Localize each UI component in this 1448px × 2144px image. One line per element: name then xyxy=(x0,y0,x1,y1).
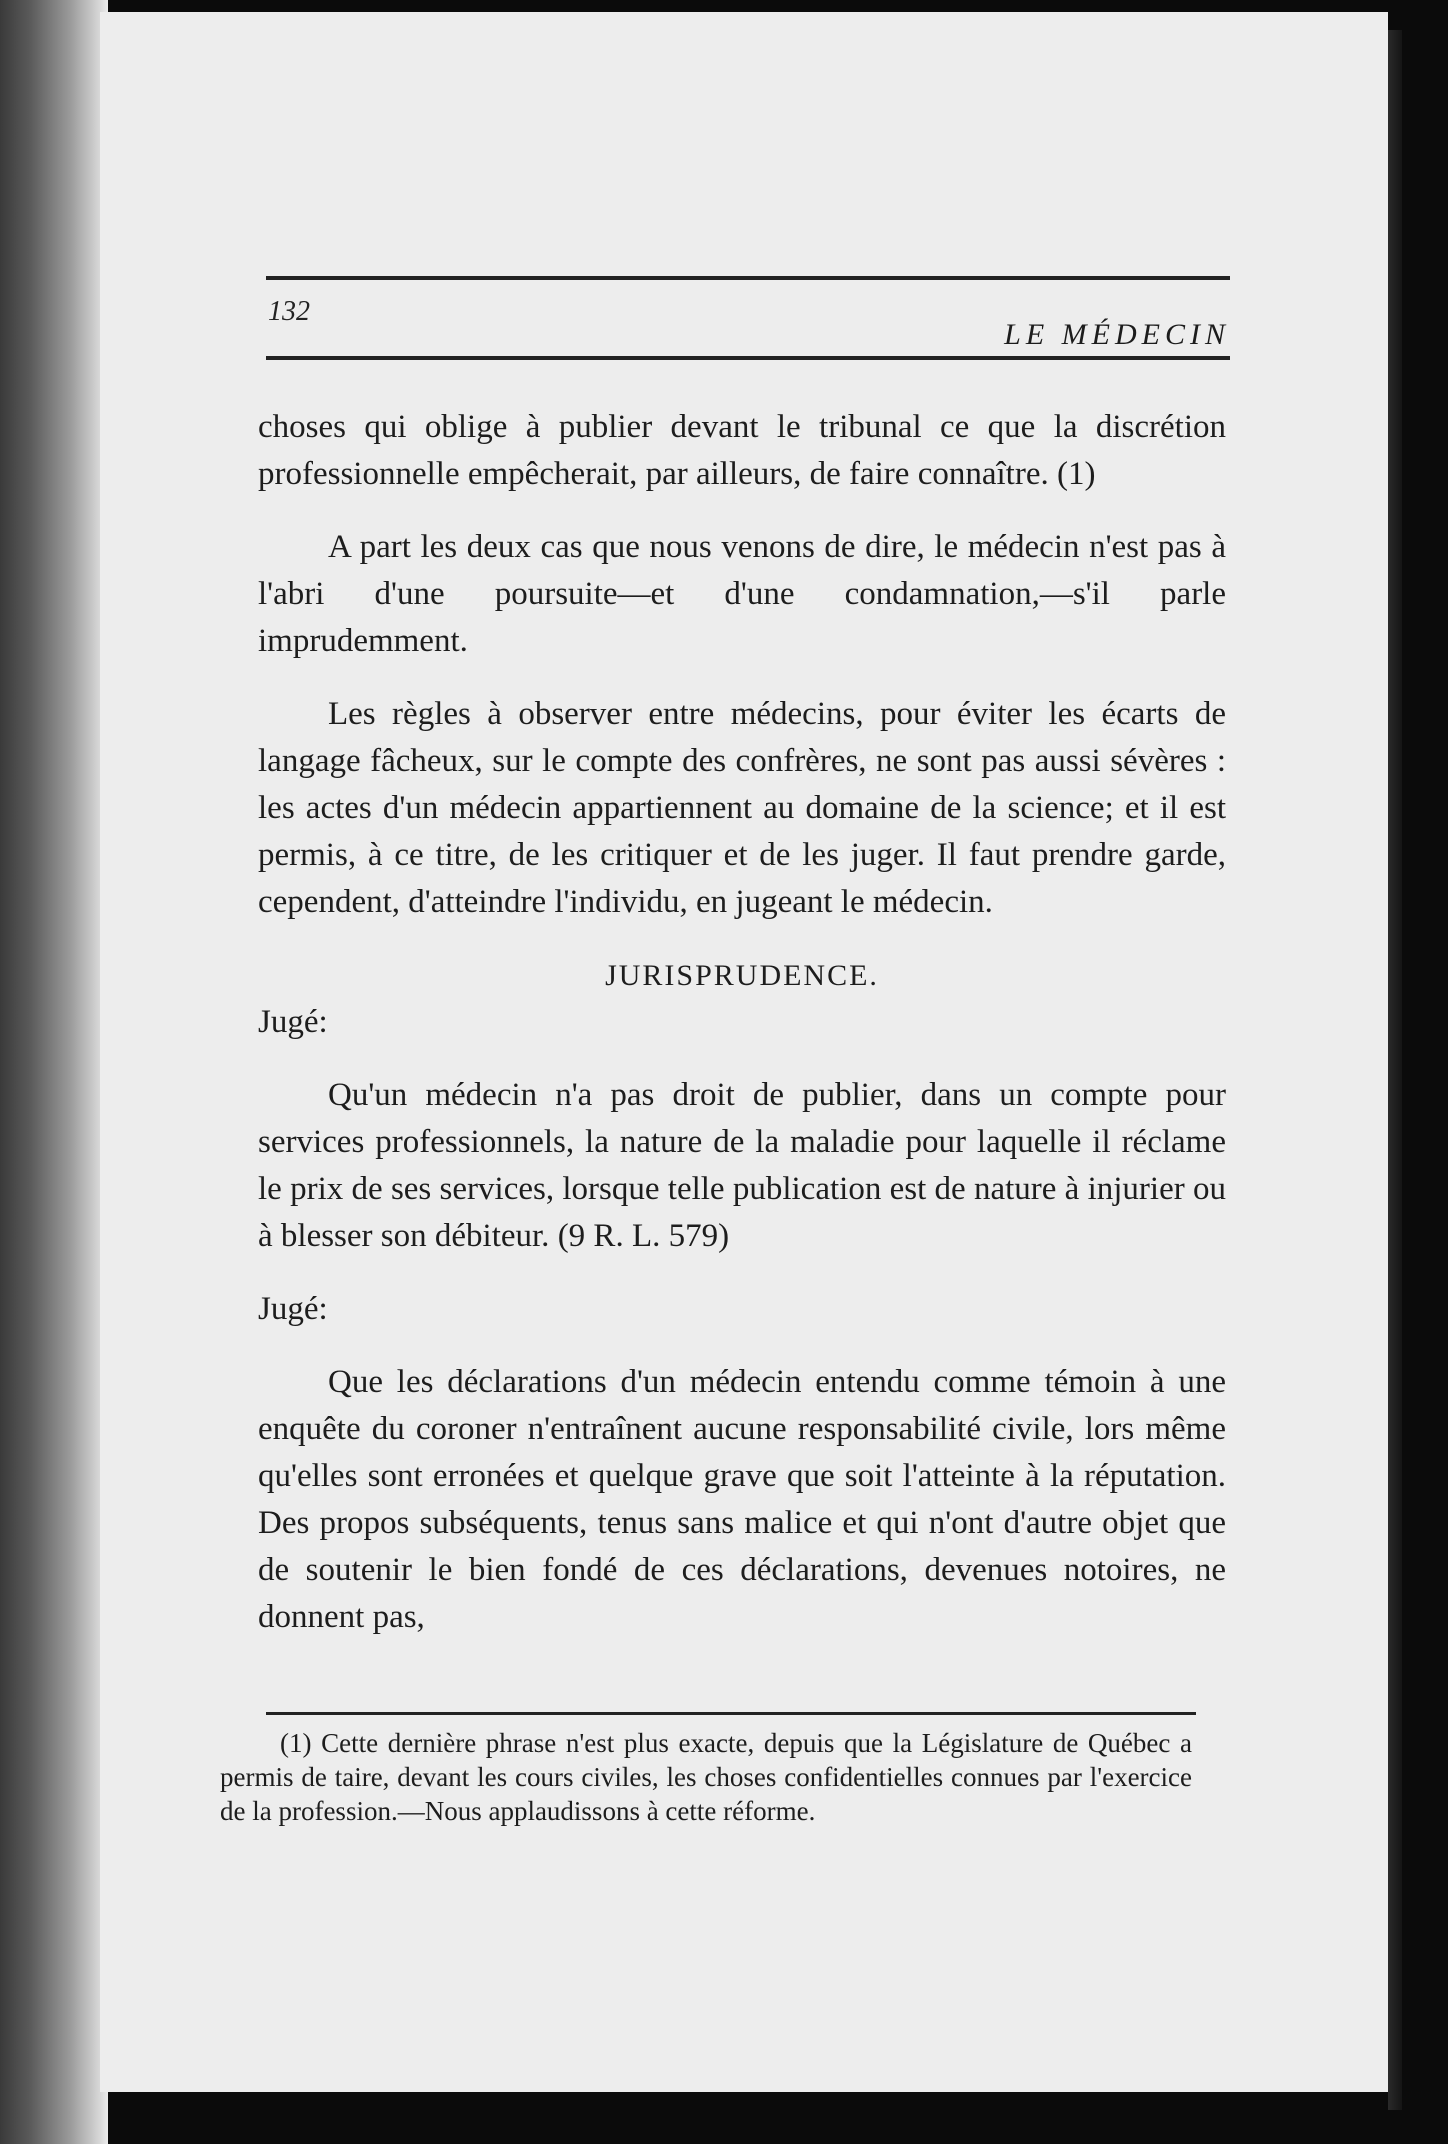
decision-text: Qu'un médecin n'a pas droit de publier, dans un compte pour services professionnels, la nature de la maladie pour laquelle il réclame le prix de ses services, lorsque telle publication est de nature à injurier ou à blesser son débiteur. xyxy=(258,1077,1226,1254)
footnote-paragraph xyxy=(220,1726,1192,1828)
juge-label: Jugé: xyxy=(258,1291,328,1327)
paragraph: Les règles à observer entre médecins, pour éviter les écarts de langage fâcheux, sur le compte des confrères, ne sont pas aussi sévères : les actes d'un médecin appartiennent au domaine de la science; et il est permis, à ce titre, de les critiquer et de les juger. Il faut prendre garde, cependent, d'atteindre l'individu, en jugeant le médecin. xyxy=(258,696,1226,920)
paragraph: choses qui oblige à publier devant le tribunal ce que la discrétion professionnelle empêcherait, par ailleurs, de faire connaître. (1) xyxy=(258,409,1226,492)
juge-label: Jugé: xyxy=(258,1004,328,1040)
header-rule-bottom xyxy=(266,356,1230,360)
book-gutter xyxy=(0,0,108,2144)
paragraph: A part les deux cas que nous venons de dire, le médecin n'est pas à l'abri d'une poursuite—et d'une condamnation,—s'il parle imprudemment. xyxy=(258,529,1226,659)
next-page-edge xyxy=(1388,30,1402,2110)
footnote-marker: (1) xyxy=(280,1728,312,1758)
running-head: LE MÉDECIN xyxy=(1004,318,1230,351)
decision xyxy=(258,1072,1226,1260)
body-text xyxy=(258,404,1226,1667)
header-rule-top xyxy=(266,276,1230,280)
citation: (9 R. L. 579) xyxy=(557,1218,730,1254)
decision: Que les déclarations d'un médecin entendu comme témoin à une enquête du coroner n'entraînent aucune responsabilité civile, lors même qu'elles sont erronées et quelque grave que soit l'atteinte à la réputation. Des propos subséquents, tenus sans malice et qui n'ont d'autre objet que de soutenir le bien fondé de ces déclarations, devenues notoires, ne donnent pas, xyxy=(258,1364,1226,1635)
footnote-rule xyxy=(266,1712,1196,1715)
section-heading: JURISPRUDENCE. xyxy=(605,959,879,992)
footnote-text: Cette dernière phrase n'est plus exacte, depuis que la Législature de Québec a permis de taire, devant les cours civiles, les choses confidentielles connues par l'exercice de la profession.—Nous applaudissons à cette réforme. xyxy=(220,1728,1193,1826)
page-number: 132 xyxy=(268,296,310,327)
footnote xyxy=(220,1726,1192,1828)
